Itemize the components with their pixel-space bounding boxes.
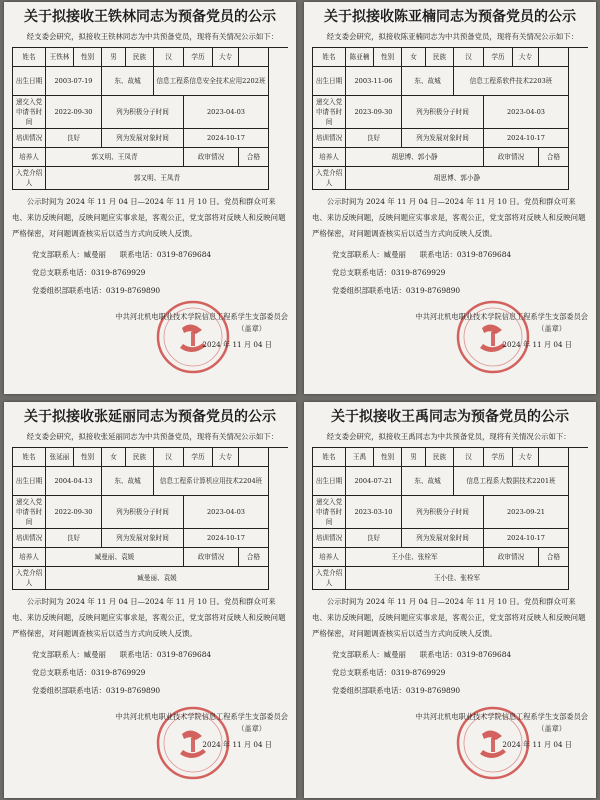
contact-phone: 联系电话：0319-8769684: [119, 650, 212, 659]
label-trainer: 培养人: [313, 548, 346, 567]
value-trainer: 王小佳、张栓军: [346, 548, 484, 567]
value-hometown: 东、故城: [402, 67, 454, 96]
contact-block: [332, 646, 588, 700]
label-ethnicity: 民族: [126, 448, 154, 467]
seal-note: （盖章）: [237, 324, 266, 333]
official-seal-icon: [154, 298, 232, 376]
value-training: 良好: [346, 129, 402, 148]
label-apply: 递交入党申请书时间: [13, 496, 46, 529]
label-training: 培训情况: [313, 129, 346, 148]
value-education: 大专: [513, 448, 539, 467]
value-introducer: 胡思博、郭小静: [346, 167, 569, 190]
label-gender: 性别: [374, 448, 402, 467]
label-introducer: 入党介绍人: [313, 567, 346, 590]
notice-title: 关于拟接收王铁林同志为预备党员的公示: [24, 9, 276, 25]
notice-body: 公示时间为 2024 年 11 月 04 日—2024 年 11 月 10 日。党员和群众可来电、来访反映问题，反映问题应实事求是，客观公正，党支部将对反映人和反映问题严格保密，对问题调查核实后以适当方式向反映人反馈。: [12, 197, 286, 238]
notice-card: [304, 402, 596, 798]
value-political: 合格: [239, 148, 269, 167]
value-birth: 2003-07-19: [46, 67, 102, 96]
value-hometown: 东、故城: [102, 467, 154, 496]
label-activist: 列为积极分子时间: [402, 96, 484, 129]
label-name: 姓名: [13, 448, 46, 467]
label-gender: 性别: [74, 448, 102, 467]
notice-date: 2024 年 11 月 04 日: [202, 340, 272, 349]
label-ethnicity: 民族: [126, 48, 154, 67]
value-trainer: 郭又明、王凤青: [46, 148, 184, 167]
value-political: 合格: [539, 148, 569, 167]
notice-date: 2024 年 11 月 04 日: [502, 740, 572, 749]
value-education: 大专: [213, 48, 239, 67]
notice-card: [304, 2, 596, 394]
signer: 中共河北机电职业技术学院信息工程系学生支部委员会: [115, 712, 288, 721]
contact-person: 党支部联系人：臧曼丽: [332, 250, 406, 259]
contact-phone: 联系电话：0319-8769684: [419, 650, 512, 659]
value-dev: 2024-10-17: [484, 129, 569, 148]
value-ethnicity: 汉: [454, 448, 484, 467]
value-gender: 女: [102, 448, 126, 467]
value-activist: 2023-04-03: [184, 496, 269, 529]
label-introducer: 入党介绍人: [313, 167, 346, 190]
label-birth: 出生日期: [13, 467, 46, 496]
value-dev: 2024-10-17: [484, 529, 569, 548]
value-trainer: 臧曼丽、袁媛: [46, 548, 184, 567]
label-ethnicity: 民族: [426, 448, 454, 467]
value-hometown: 东、故城: [402, 467, 454, 496]
notice-title: 关于拟接收陈亚楠同志为预备党员的公示: [324, 9, 576, 25]
notice-date: 2024 年 11 月 04 日: [502, 340, 572, 349]
value-political: 合格: [539, 548, 569, 567]
value-name: 王禹: [346, 448, 374, 467]
value-apply: 2023-09-30: [346, 96, 402, 129]
value-dev: 2024-10-17: [184, 529, 269, 548]
value-apply: 2022-09-30: [46, 96, 102, 129]
value-training: 良好: [46, 129, 102, 148]
value-political: 合格: [239, 548, 269, 567]
general-branch-phone: 党总支联系电话：0319-8769929: [32, 668, 146, 677]
label-political: 政审情况: [184, 548, 239, 567]
contact-phone: 联系电话：0319-8769684: [119, 250, 212, 259]
value-education: 大专: [513, 48, 539, 67]
value-introducer: 郭又明、王凤青: [46, 167, 269, 190]
label-trainer: 培养人: [13, 148, 46, 167]
label-political: 政审情况: [484, 548, 539, 567]
value-unit: 信息工程系软件技术2203班: [454, 67, 569, 96]
value-trainer: 胡思博、郭小静: [346, 148, 484, 167]
value-unit: 信息工程系大数据技术2201班: [454, 467, 569, 496]
label-political: 政审情况: [484, 148, 539, 167]
value-apply: 2023-03-10: [346, 496, 402, 529]
value-activist: 2023-04-03: [484, 96, 569, 129]
label-political: 政审情况: [184, 148, 239, 167]
value-activist: 2023-04-03: [184, 96, 269, 129]
value-unit: 信息工程系计算机应用技术2204班: [154, 467, 269, 496]
label-dev: 列为发展对象时间: [402, 129, 484, 148]
notice-date: 2024 年 11 月 04 日: [202, 740, 272, 749]
label-activist: 列为积极分子时间: [102, 496, 184, 529]
label-education: 学历: [484, 448, 513, 467]
value-activist: 2023-09-21: [484, 496, 569, 529]
value-ethnicity: 汉: [454, 48, 484, 67]
label-introducer: 入党介绍人: [13, 167, 46, 190]
notice-body: 公示时间为 2024 年 11 月 04 日—2024 年 11 月 10 日。党员和群众可来电、来访反映问题，反映问题应实事求是，客观公正，党支部将对反映人和反映问题严格保密，对问题调查核实后以适当方式向反映人反馈。: [312, 597, 586, 638]
seal-note: （盖章）: [537, 724, 566, 733]
contact-block: [332, 246, 588, 300]
contact-block: [32, 646, 288, 700]
general-branch-phone: 党总支联系电话：0319-8769929: [332, 668, 446, 677]
value-birth: 2004-07-21: [346, 467, 402, 496]
label-activist: 列为积极分子时间: [402, 496, 484, 529]
label-apply: 递交入党申请书时间: [313, 96, 346, 129]
value-hometown: 东、故城: [102, 67, 154, 96]
label-name: 姓名: [313, 448, 346, 467]
signer: 中共河北机电职业技术学院信息工程系学生支部委员会: [115, 312, 288, 321]
candidate-table: [12, 447, 288, 590]
value-birth: 2004-04-13: [46, 467, 102, 496]
value-ethnicity: 汉: [154, 448, 184, 467]
label-name: 姓名: [313, 48, 346, 67]
label-name: 姓名: [13, 48, 46, 67]
value-gender: 女: [402, 48, 426, 67]
label-introducer: 入党介绍人: [13, 567, 46, 590]
label-birth: 出生日期: [313, 467, 346, 496]
contact-person: 党支部联系人：臧曼丽: [32, 650, 106, 659]
label-activist: 列为积极分子时间: [102, 96, 184, 129]
value-unit: 信息工程系信息安全技术应用2202班: [154, 67, 269, 96]
blank-cell: [239, 48, 269, 67]
value-gender: 男: [102, 48, 126, 67]
value-name: 王铁林: [46, 48, 74, 67]
notice-intro: 经支委会研究，拟接收王铁林同志为中共预备党员，现将有关情况公示如下：: [26, 32, 279, 41]
seal-note: （盖章）: [237, 724, 266, 733]
value-training: 良好: [346, 529, 402, 548]
value-name: 陈亚楠: [346, 48, 374, 67]
notice-intro: 经支委会研究，拟接收陈亚楠同志为中共预备党员，现将有关情况公示如下：: [326, 32, 579, 41]
signer: 中共河北机电职业技术学院信息工程系学生支部委员会: [415, 712, 588, 721]
label-training: 培训情况: [13, 129, 46, 148]
contact-person: 党支部联系人：臧曼丽: [332, 650, 406, 659]
blank-cell: [539, 448, 569, 467]
label-ethnicity: 民族: [426, 48, 454, 67]
label-apply: 递交入党申请书时间: [13, 96, 46, 129]
value-dev: 2024-10-17: [184, 129, 269, 148]
candidate-table: [312, 47, 588, 190]
label-birth: 出生日期: [313, 67, 346, 96]
blank-cell: [539, 48, 569, 67]
label-dev: 列为发展对象时间: [102, 529, 184, 548]
notice-card: [4, 2, 296, 394]
organization-dept-phone: 党委组织部联系电话：0319-8769890: [32, 286, 161, 295]
candidate-table: [312, 447, 588, 590]
notice-card: [4, 402, 296, 798]
notice-body: 公示时间为 2024 年 11 月 04 日—2024 年 11 月 10 日。党员和群众可来电、来访反映问题，反映问题应实事求是，客观公正，党支部将对反映人和反映问题严格保密，对问题调查核实后以适当方式向反映人反馈。: [312, 197, 586, 238]
label-trainer: 培养人: [313, 148, 346, 167]
organization-dept-phone: 党委组织部联系电话：0319-8769890: [332, 286, 461, 295]
label-dev: 列为发展对象时间: [402, 529, 484, 548]
notice-title: 关于拟接收张延丽同志为预备党员的公示: [24, 409, 276, 425]
blank-cell: [239, 448, 269, 467]
label-education: 学历: [184, 448, 213, 467]
signer: 中共河北机电职业技术学院信息工程系学生支部委员会: [415, 312, 588, 321]
label-gender: 性别: [374, 48, 402, 67]
notice-intro: 经支委会研究，拟接收王禹同志为中共预备党员，现将有关情况公示如下：: [326, 432, 571, 441]
official-seal-icon: [454, 298, 532, 376]
label-birth: 出生日期: [13, 67, 46, 96]
label-trainer: 培养人: [13, 548, 46, 567]
value-gender: 男: [402, 448, 426, 467]
contact-block: [32, 246, 288, 300]
candidate-table: [12, 47, 288, 190]
value-ethnicity: 汉: [154, 48, 184, 67]
value-birth: 2003-11-06: [346, 67, 402, 96]
general-branch-phone: 党总支联系电话：0319-8769929: [332, 268, 446, 277]
label-gender: 性别: [74, 48, 102, 67]
organization-dept-phone: 党委组织部联系电话：0319-8769890: [32, 686, 161, 695]
label-education: 学历: [484, 48, 513, 67]
notice-title: 关于拟接收王禹同志为预备党员的公示: [331, 409, 569, 425]
label-training: 培训情况: [313, 529, 346, 548]
general-branch-phone: 党总支联系电话：0319-8769929: [32, 268, 146, 277]
seal-note: （盖章）: [537, 324, 566, 333]
value-training: 良好: [46, 529, 102, 548]
label-training: 培训情况: [13, 529, 46, 548]
value-introducer: 王小佳、张栓军: [346, 567, 569, 590]
value-introducer: 臧曼丽、袁媛: [46, 567, 269, 590]
value-apply: 2022-09-30: [46, 496, 102, 529]
label-apply: 递交入党申请书时间: [313, 496, 346, 529]
label-education: 学历: [184, 48, 213, 67]
organization-dept-phone: 党委组织部联系电话：0319-8769890: [332, 686, 461, 695]
notice-intro: 经支委会研究，拟接收张延丽同志为中共预备党员，现将有关情况公示如下：: [26, 432, 279, 441]
value-name: 张延丽: [46, 448, 74, 467]
label-dev: 列为发展对象时间: [102, 129, 184, 148]
contact-phone: 联系电话：0319-8769684: [419, 250, 512, 259]
value-education: 大专: [213, 448, 239, 467]
contact-person: 党支部联系人：臧曼丽: [32, 250, 106, 259]
notice-body: 公示时间为 2024 年 11 月 04 日—2024 年 11 月 10 日。党员和群众可来电、来访反映问题，反映问题应实事求是，客观公正，党支部将对反映人和反映问题严格保密，对问题调查核实后以适当方式向反映人反馈。: [12, 597, 286, 638]
